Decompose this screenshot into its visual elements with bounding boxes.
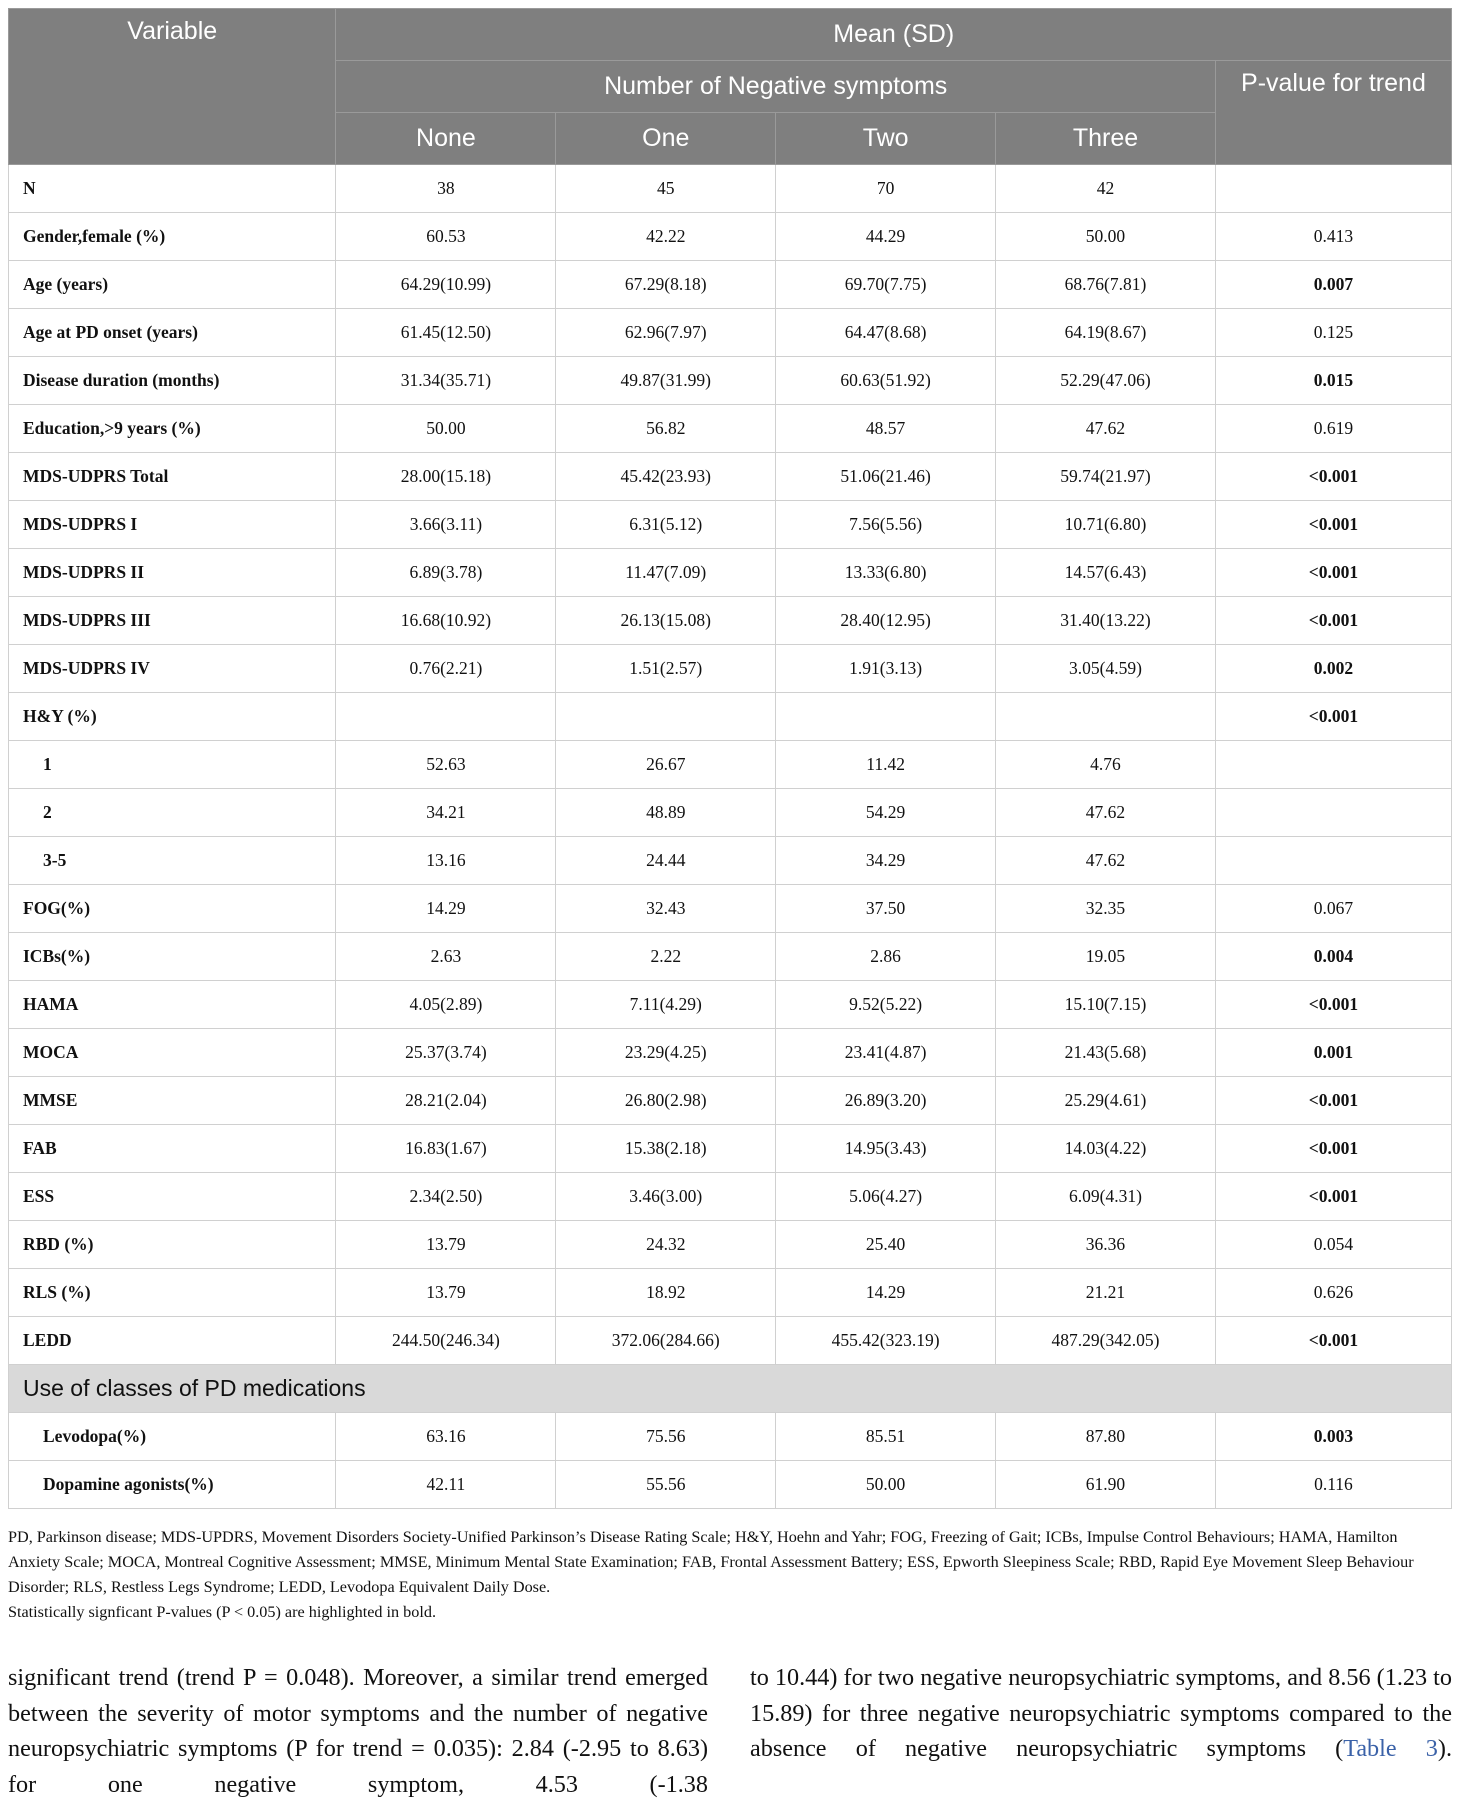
row-value-none: 38: [336, 165, 556, 213]
row-value-one: 3.46(3.00): [556, 1173, 776, 1221]
row-value-two: 5.06(4.27): [776, 1173, 996, 1221]
row-p-value: <0.001: [1215, 1317, 1451, 1365]
row-value-one: 15.38(2.18): [556, 1125, 776, 1173]
table-row: [9, 933, 1452, 981]
row-label: ICBs(%): [9, 933, 336, 981]
row-label: ESS: [9, 1173, 336, 1221]
row-label: Age at PD onset (years): [9, 309, 336, 357]
header-group-label: Number of Negative symptoms: [336, 61, 1215, 113]
row-value-one: 32.43: [556, 885, 776, 933]
row-value-one: 6.31(5.12): [556, 501, 776, 549]
row-value-none: 28.00(15.18): [336, 453, 556, 501]
row-value-three: 87.80: [996, 1413, 1216, 1461]
row-value-one: 67.29(8.18): [556, 261, 776, 309]
table-row: [9, 501, 1452, 549]
row-value-one: 45: [556, 165, 776, 213]
header-group-three: Three: [996, 113, 1216, 165]
row-p-value: <0.001: [1215, 453, 1451, 501]
row-value-two: 34.29: [776, 837, 996, 885]
row-value-two: 54.29: [776, 789, 996, 837]
row-value-two: 48.57: [776, 405, 996, 453]
row-value-none: 2.63: [336, 933, 556, 981]
row-value-none: 34.21: [336, 789, 556, 837]
table-row: [9, 981, 1452, 1029]
row-value-one: 11.47(7.09): [556, 549, 776, 597]
row-value-three: 487.29(342.05): [996, 1317, 1216, 1365]
row-p-value: <0.001: [1215, 693, 1451, 741]
row-value-three: 14.03(4.22): [996, 1125, 1216, 1173]
table-row: [9, 549, 1452, 597]
row-value-three: 47.62: [996, 789, 1216, 837]
row-value-two: 13.33(6.80): [776, 549, 996, 597]
row-value-two: 60.63(51.92): [776, 357, 996, 405]
row-value-three: 68.76(7.81): [996, 261, 1216, 309]
row-value-none: [336, 693, 556, 741]
row-value-three: 10.71(6.80): [996, 501, 1216, 549]
row-value-three: 31.40(13.22): [996, 597, 1216, 645]
row-value-two: 26.89(3.20): [776, 1077, 996, 1125]
row-label: Dopamine agonists(%): [9, 1461, 336, 1509]
table-row: [9, 453, 1452, 501]
row-value-two: 28.40(12.95): [776, 597, 996, 645]
row-value-three: 14.57(6.43): [996, 549, 1216, 597]
table-row: [9, 1413, 1452, 1461]
row-value-two: 44.29: [776, 213, 996, 261]
row-value-three: 21.43(5.68): [996, 1029, 1216, 1077]
row-value-three: 25.29(4.61): [996, 1077, 1216, 1125]
row-label: MDS-UDPRS IV: [9, 645, 336, 693]
row-value-three: 50.00: [996, 213, 1216, 261]
row-value-one: 24.44: [556, 837, 776, 885]
row-value-one: 45.42(23.93): [556, 453, 776, 501]
row-value-one: 24.32: [556, 1221, 776, 1269]
row-p-value: 0.116: [1215, 1461, 1451, 1509]
row-p-value: 0.003: [1215, 1413, 1451, 1461]
header-mean-sd: Mean (SD): [336, 9, 1452, 61]
table-row: [9, 885, 1452, 933]
row-value-none: 31.34(35.71): [336, 357, 556, 405]
table-row: [9, 597, 1452, 645]
row-label: Levodopa(%): [9, 1413, 336, 1461]
row-value-three: 3.05(4.59): [996, 645, 1216, 693]
row-value-none: 13.79: [336, 1221, 556, 1269]
row-value-one: [556, 693, 776, 741]
row-value-three: 52.29(47.06): [996, 357, 1216, 405]
header-group-one: One: [556, 113, 776, 165]
row-p-value: <0.001: [1215, 597, 1451, 645]
row-value-two: 50.00: [776, 1461, 996, 1509]
table-row: [9, 405, 1452, 453]
row-label: Education,>9 years (%): [9, 405, 336, 453]
table-row: [9, 213, 1452, 261]
table-row: [9, 789, 1452, 837]
row-label: RBD (%): [9, 1221, 336, 1269]
row-label: FOG(%): [9, 885, 336, 933]
table-row: [9, 1221, 1452, 1269]
row-value-none: 63.16: [336, 1413, 556, 1461]
body-paragraph-left: significant trend (trend P = 0.048). Moreover, a similar trend emerged between the severity of motor symptoms and the number of negative neuropsychiatric symptoms (P for trend = 0.035): 2.84 (-2.95 to 8.63) for one negative symptom, 4.53 (-1.38: [8, 1664, 708, 1798]
row-value-one: 48.89: [556, 789, 776, 837]
row-label: MMSE: [9, 1077, 336, 1125]
table-row: [9, 309, 1452, 357]
row-value-two: 23.41(4.87): [776, 1029, 996, 1077]
row-value-one: 7.11(4.29): [556, 981, 776, 1029]
row-label: MDS-UDPRS I: [9, 501, 336, 549]
row-value-two: 37.50: [776, 885, 996, 933]
row-value-none: 13.16: [336, 837, 556, 885]
row-p-value: 0.054: [1215, 1221, 1451, 1269]
row-value-one: 75.56: [556, 1413, 776, 1461]
table-3-link[interactable]: Table 3: [1343, 1735, 1438, 1762]
body-text-right-after: ).: [1437, 1735, 1452, 1762]
row-value-three: 42: [996, 165, 1216, 213]
row-value-two: 64.47(8.68): [776, 309, 996, 357]
row-value-none: 14.29: [336, 885, 556, 933]
row-p-value: 0.007: [1215, 261, 1451, 309]
row-value-two: 9.52(5.22): [776, 981, 996, 1029]
row-p-value: <0.001: [1215, 549, 1451, 597]
row-value-none: 64.29(10.99): [336, 261, 556, 309]
row-value-one: 372.06(284.66): [556, 1317, 776, 1365]
table-row: [9, 1317, 1452, 1365]
row-label: 3-5: [9, 837, 336, 885]
row-value-two: 25.40: [776, 1221, 996, 1269]
row-value-two: 2.86: [776, 933, 996, 981]
row-value-three: 61.90: [996, 1461, 1216, 1509]
row-label: HAMA: [9, 981, 336, 1029]
row-p-value: 0.002: [1215, 645, 1451, 693]
row-value-none: 28.21(2.04): [336, 1077, 556, 1125]
row-value-two: [776, 693, 996, 741]
row-value-none: 42.11: [336, 1461, 556, 1509]
table-row: [9, 261, 1452, 309]
row-value-two: 11.42: [776, 741, 996, 789]
body-text-right-column: [750, 1660, 1452, 1767]
row-value-two: 14.29: [776, 1269, 996, 1317]
row-value-three: 21.21: [996, 1269, 1216, 1317]
row-value-none: 61.45(12.50): [336, 309, 556, 357]
row-p-value: <0.001: [1215, 981, 1451, 1029]
section-label: Use of classes of PD medications: [9, 1365, 1452, 1413]
row-value-two: 51.06(21.46): [776, 453, 996, 501]
row-value-two: 14.95(3.43): [776, 1125, 996, 1173]
footnote-abbreviations: PD, Parkinson disease; MDS-UPDRS, Movement Disorders Society-Unified Parkinson’s Disease Rating Scale; H&Y, Hoehn and Yahr; FOG, Freezing of Gait; ICBs, Impulse Control Behaviours; HAMA, Hamilton Anxiety Scale; MOCA, Montreal Cognitive Assessment; MMSE, Minimum Mental State Examination; FAB, Frontal Assessment Battery; ESS, Epworth Sleepiness Scale; RBD, Rapid Eye Movement Sleep Behaviour Disorder; RLS, Restless Legs Syndrome; LEDD, Levodopa Equivalent Daily Dose.: [8, 1528, 1414, 1596]
row-value-three: 6.09(4.31): [996, 1173, 1216, 1221]
row-value-two: 69.70(7.75): [776, 261, 996, 309]
row-value-three: 36.36: [996, 1221, 1216, 1269]
row-p-value: <0.001: [1215, 501, 1451, 549]
row-value-one: 23.29(4.25): [556, 1029, 776, 1077]
table-row: [9, 741, 1452, 789]
row-value-three: 47.62: [996, 405, 1216, 453]
table-row: [9, 645, 1452, 693]
row-p-value: <0.001: [1215, 1173, 1451, 1221]
row-value-three: 4.76: [996, 741, 1216, 789]
row-p-value: 0.067: [1215, 885, 1451, 933]
row-p-value: [1215, 165, 1451, 213]
row-value-one: 49.87(31.99): [556, 357, 776, 405]
table-row: [9, 1125, 1452, 1173]
row-value-none: 13.79: [336, 1269, 556, 1317]
row-label: MOCA: [9, 1029, 336, 1077]
row-value-one: 18.92: [556, 1269, 776, 1317]
row-value-two: 85.51: [776, 1413, 996, 1461]
body-paragraph-right: [750, 1660, 1452, 1767]
row-value-one: 62.96(7.97): [556, 309, 776, 357]
row-p-value: [1215, 789, 1451, 837]
row-value-two: 70: [776, 165, 996, 213]
row-p-value: 0.001: [1215, 1029, 1451, 1077]
row-value-three: 59.74(21.97): [996, 453, 1216, 501]
row-label: N: [9, 165, 336, 213]
row-value-none: 52.63: [336, 741, 556, 789]
row-label: RLS (%): [9, 1269, 336, 1317]
table-row: [9, 837, 1452, 885]
table-row: [9, 1077, 1452, 1125]
row-value-three: 64.19(8.67): [996, 309, 1216, 357]
row-label: LEDD: [9, 1317, 336, 1365]
table-footnote: [8, 1525, 1452, 1625]
row-value-none: 25.37(3.74): [336, 1029, 556, 1077]
row-p-value: <0.001: [1215, 1125, 1451, 1173]
row-label: FAB: [9, 1125, 336, 1173]
row-label: MDS-UDPRS Total: [9, 453, 336, 501]
row-label: H&Y (%): [9, 693, 336, 741]
row-p-value: 0.626: [1215, 1269, 1451, 1317]
row-p-value: 0.413: [1215, 213, 1451, 261]
table-row: [9, 1269, 1452, 1317]
row-p-value: <0.001: [1215, 1077, 1451, 1125]
row-value-none: 2.34(2.50): [336, 1173, 556, 1221]
row-p-value: [1215, 741, 1451, 789]
row-label: MDS-UDPRS III: [9, 597, 336, 645]
row-value-none: 60.53: [336, 213, 556, 261]
footnote-significance: Statistically signficant P-values (P < 0.05) are highlighted in bold.: [8, 1603, 436, 1621]
table-row: [9, 1173, 1452, 1221]
row-value-two: 1.91(3.13): [776, 645, 996, 693]
row-p-value: [1215, 837, 1451, 885]
header-group-two: Two: [776, 113, 996, 165]
table-row: [9, 1029, 1452, 1077]
row-value-none: 50.00: [336, 405, 556, 453]
row-value-two: 7.56(5.56): [776, 501, 996, 549]
row-value-three: 32.35: [996, 885, 1216, 933]
table-row: [9, 693, 1452, 741]
characteristics-table: [8, 8, 1452, 1509]
row-p-value: 0.015: [1215, 357, 1451, 405]
row-label: Age (years): [9, 261, 336, 309]
row-value-three: [996, 693, 1216, 741]
row-value-one: 55.56: [556, 1461, 776, 1509]
table-row: [9, 1461, 1452, 1509]
row-value-three: 15.10(7.15): [996, 981, 1216, 1029]
row-value-one: 2.22: [556, 933, 776, 981]
row-value-none: 16.83(1.67): [336, 1125, 556, 1173]
row-value-one: 1.51(2.57): [556, 645, 776, 693]
row-value-one: 26.67: [556, 741, 776, 789]
row-label: MDS-UDPRS II: [9, 549, 336, 597]
row-p-value: 0.125: [1215, 309, 1451, 357]
row-value-none: 6.89(3.78): [336, 549, 556, 597]
row-value-none: 244.50(246.34): [336, 1317, 556, 1365]
row-label: Gender,female (%): [9, 213, 336, 261]
row-value-two: 455.42(323.19): [776, 1317, 996, 1365]
row-label: Disease duration (months): [9, 357, 336, 405]
table-row: [9, 165, 1452, 213]
row-value-three: 47.62: [996, 837, 1216, 885]
header-group-none: None: [336, 113, 556, 165]
row-value-three: 19.05: [996, 933, 1216, 981]
row-p-value: 0.004: [1215, 933, 1451, 981]
row-value-one: 26.80(2.98): [556, 1077, 776, 1125]
table-header: [9, 9, 1452, 165]
header-variable: Variable: [9, 9, 336, 165]
row-value-none: 4.05(2.89): [336, 981, 556, 1029]
row-value-one: 26.13(15.08): [556, 597, 776, 645]
header-p-trend: P-value for trend: [1215, 61, 1451, 165]
row-label: 2: [9, 789, 336, 837]
body-text-left-column: [8, 1660, 708, 1802]
row-value-none: 0.76(2.21): [336, 645, 556, 693]
row-p-value: 0.619: [1215, 405, 1451, 453]
table-row: [9, 357, 1452, 405]
body-text-right-before: to 10.44) for two negative neuropsychiatric symptoms, and 8.56 (1.23 to 15.89) for three negative neuropsychiatric symptoms compared to the absence of negative neuropsychiatric symptoms (: [750, 1664, 1452, 1762]
row-value-none: 16.68(10.92): [336, 597, 556, 645]
row-value-one: 42.22: [556, 213, 776, 261]
row-value-none: 3.66(3.11): [336, 501, 556, 549]
table-body: [9, 165, 1452, 1509]
row-value-one: 56.82: [556, 405, 776, 453]
section-row: [9, 1365, 1452, 1413]
row-label: 1: [9, 741, 336, 789]
